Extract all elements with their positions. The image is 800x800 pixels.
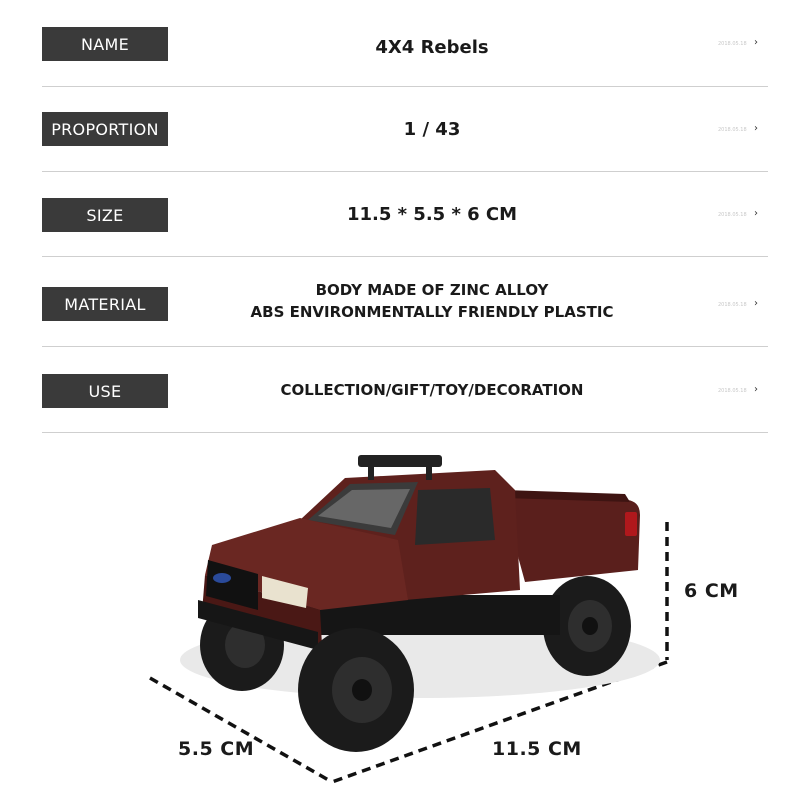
spec-value-material-line1: BODY MADE OF ZINC ALLOY: [315, 281, 549, 299]
spec-value-use: COLLECTION/GIFT/TOY/DECORATION: [280, 381, 584, 399]
chevron-right-icon[interactable]: ›: [754, 123, 758, 134]
spec-value-material-line2: ABS ENVIRONMENTALLY FRIENDLY PLASTIC: [250, 303, 614, 321]
row-stamp: 2018.05.18: [718, 127, 747, 133]
spec-label-name: NAME: [42, 27, 168, 61]
side-window: [415, 488, 495, 545]
row-stamp: 2018.05.18: [718, 41, 747, 47]
spec-value-size: 11.5 * 5.5 * 6 CM: [346, 204, 518, 225]
row-stamp: 2018.05.18: [718, 388, 747, 394]
spec-row-name: [42, 0, 768, 87]
logo-badge: [213, 573, 231, 583]
height-dimension-label: 6 CM: [684, 580, 739, 602]
truck-illustration: [0, 432, 800, 800]
chevron-right-icon[interactable]: ›: [754, 384, 758, 395]
width-dimension-label: 5.5 CM: [178, 738, 255, 760]
roof-light-bar: [358, 455, 442, 467]
spec-label-material: MATERIAL: [42, 287, 168, 321]
spec-value-proportion: 1 / 43: [403, 119, 461, 140]
spec-row-size: [42, 171, 768, 257]
spec-label-proportion: PROPORTION: [42, 112, 168, 146]
chevron-right-icon[interactable]: ›: [754, 37, 758, 48]
spec-row-material: [42, 256, 768, 347]
truck-bed: [500, 495, 640, 582]
spec-label-use: USE: [42, 374, 168, 408]
length-dimension-label: 11.5 CM: [492, 738, 582, 760]
spec-row-proportion: [42, 86, 768, 172]
chevron-right-icon[interactable]: ›: [754, 298, 758, 309]
spec-row-use: [42, 346, 768, 433]
chevron-right-icon[interactable]: ›: [754, 208, 758, 219]
spec-value-name: 4X4 Rebels: [375, 37, 489, 58]
spec-label-size: SIZE: [42, 198, 168, 232]
row-stamp: 2018.05.18: [718, 302, 747, 308]
tail-light: [625, 512, 637, 536]
front-wheels: [298, 628, 414, 752]
row-stamp: 2018.05.18: [718, 212, 747, 218]
